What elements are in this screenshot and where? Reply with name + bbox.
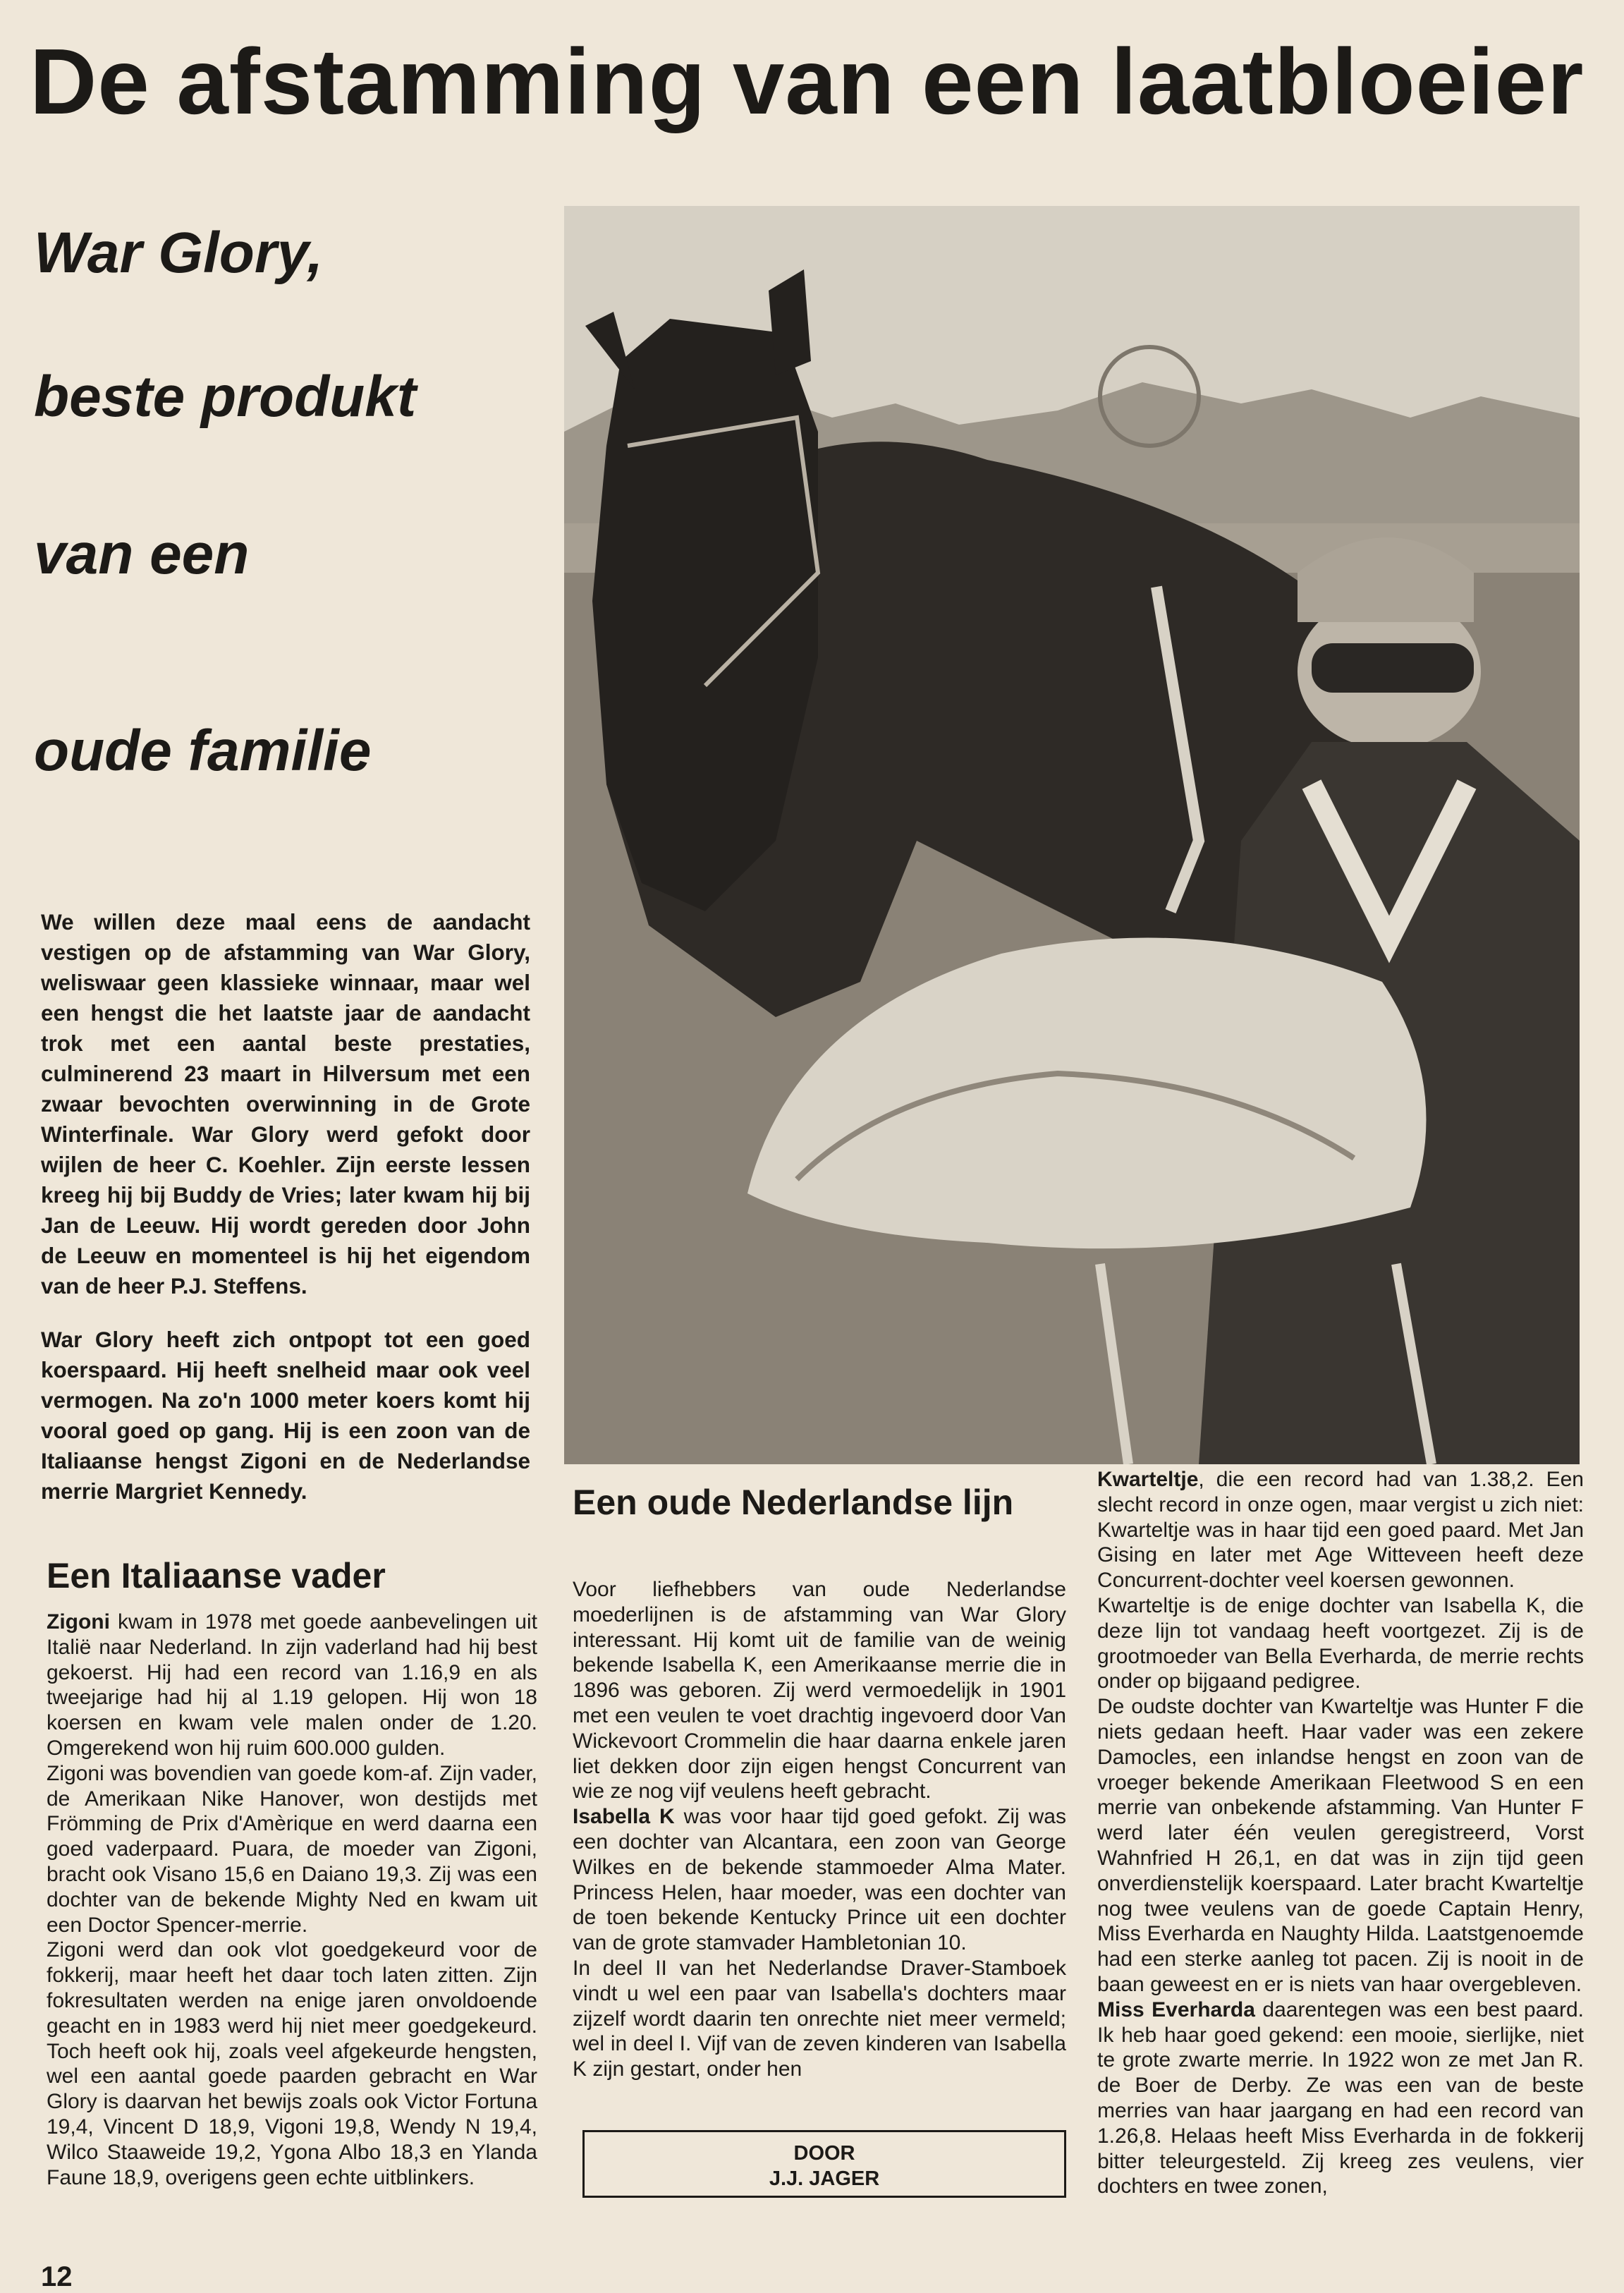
paragraph-text: Zigoni was bovendien van goede kom-af. Zijn vader, de Amerikaan Nike Hanover, won destijds met Frömming de Prix d'Amèrique en werd daarna een goed vaderpaard. Puara, de moeder van Zigoni, bracht ook Visano 15,6 en Daiano 19,3. Zij was een dochter van de bekende Mighty Ned en kwam uit een Doctor Spencer-merrie. xyxy=(47,1761,537,1937)
paragraph xyxy=(1097,1694,1584,1997)
paragraph xyxy=(47,1761,537,1938)
subheadline-line-1: War Glory, xyxy=(34,221,324,285)
intro-paragraph-2: War Glory heeft zich ontpopt tot een goed koerspaard. Hij heeft snelheid maar ook veel vermogen. Na zo'n 1000 meter koers komt hij vooral goed op gang. Hij is een zoon van de Italiaanse hengst Zigoni en de Nederlandse merrie Margriet Kennedy. xyxy=(41,1327,530,1504)
paragraph-text: De oudste dochter van Kwarteltje was Hunter F die niets gedaan heeft. Haar vader was een zekere Damocles, een inlandse hengst en zoon van de vroeger bekende Amerikaan Fleetwood S en een merrie van onbekende afstamming. Van Hunter F werd later één veulen geregistreerd, Vorst Wahnfried H 26,1, en dat was in zijn tijd geen onverdienstelijk koerspaard. Later bracht Kwarteltje nog twee veulens van de goede Captain Henry, Miss Everharda en Naughty Hilda. Laatstgenoemde had een sterke aanleg tot pacen. Zij is nooit in de baan geweest en er is niets van haar overgebleven. xyxy=(1097,1695,1584,1996)
paragraph xyxy=(1097,1997,1584,2199)
intro-paragraph-1: We willen deze maal eens de aandacht vestigen op de afstamming van War Glory, weliswaar geen klassieke winnaar, maar wel een hengst die het laatste jaar de aandacht trok met een aantal beste prestaties, culminerend 23 maart in Hilversum met een zwaar bevochten overwinning in de Grote Winterfinale. War Glory werd gefokt door wijlen de heer C. Koehler. Zijn eerste lessen kreeg hij bij Buddy de Vries; later kwam hij bij Jan de Leeuw. Hij wordt gereden door John de Leeuw en momenteel is hij het eigendom van de heer P.J. Steffens. xyxy=(41,909,530,1298)
byline-box xyxy=(582,2130,1066,2198)
section-heading-italiaanse-vader: Een Italiaanse vader xyxy=(47,1556,386,1595)
paragraph-text: In deel II van het Nederlandse Draver-Stamboek vindt u wel een paar van Isabella's dochters maar zijzelf wordt daarin ten onrechte niet meer vermeld; wel in deel I. Vijf van de zeven kinderen van Isabella K zijn gestart, onder hen xyxy=(573,1956,1066,2081)
paragraph-text: was voor haar tijd goed gefokt. Zij was een dochter van Alcantara, een zoon van George Wilkes en de bekende stammoeder Alma Mater. Princess Helen, haar moeder, was een dochter van de toen bekende Kentucky Prince uit een dochter van de grote stamvader Hambletonian 10. xyxy=(573,1805,1066,1955)
paragraph xyxy=(573,1804,1066,1956)
byline-label: DOOR xyxy=(793,2142,855,2165)
photo-illustration xyxy=(564,206,1580,1464)
page-number: 12 xyxy=(41,2261,73,2292)
subheadline-line-2: beste produkt xyxy=(34,365,417,429)
paragraph xyxy=(47,1938,537,2190)
paragraph xyxy=(573,1577,1066,1804)
paragraph-text: daarentegen was een best paard. Ik heb haar goed gekend: een mooie, sierlijke, niet te grote zwarte merrie. In 1922 won ze met Jan R. de Boer de Derby. Ze was een van de beste merries van haar jaargang en had een record van 1.26,8. Helaas heeft Miss Everharda in de fokkerij bitter teleurgesteld. Zij kreeg zes veulens, vier dochters en twee zonen, xyxy=(1097,1997,1584,2198)
paragraph-text: kwam in 1978 met goede aanbevelingen uit Italië naar Nederland. In zijn vaderland had hij best gekoerst. Hij had een record van 1.16,9 en als tweejarige had hij al 1.19 gelopen. Hij won 18 koersen en kwam vele malen onder de 1.20. Omgerekend won hij ruim 600.000 gulden. xyxy=(47,1610,537,1760)
paragraph-text: Kwarteltje is de enige dochter van Isabella K, die deze lijn tot vandaag heeft voortgezet. Zij is de grootmoeder van Bella Everharda, de merrie rechts onder op bijgaand pedigree. xyxy=(1097,1593,1584,1693)
headline: De afstamming van een laatbloeier xyxy=(30,30,1585,133)
lead-term: Isabella K xyxy=(573,1805,675,1829)
column-1 xyxy=(47,1610,537,2190)
subheadline-line-3: van een xyxy=(34,522,250,586)
photo-horse-and-driver xyxy=(564,206,1580,1464)
section-heading-oude-nederlandse-lijn: Een oude Nederlandse lijn xyxy=(573,1483,1014,1522)
lead-term: Zigoni xyxy=(47,1610,110,1634)
byline-author: J.J. JAGER xyxy=(769,2167,880,2190)
lead-term: Miss Everharda xyxy=(1097,1997,1255,2021)
paragraph xyxy=(47,1610,537,1761)
column-2 xyxy=(573,1577,1066,2082)
paragraph-text: Zigoni werd dan ook vlot goedgekeurd voor de fokkerij, maar heeft het daar toch laten zitten. Zijn fokresultaten werden na enige jaren onvoldoende geacht en in 1983 werd hij niet meer goedgekeurd. Toch heeft ook hij, zoals veel afgekeurde hengsten, wel een aantal goede paarden gebracht en War Glory is daarvan het bewijs zoals ook Victor Fortuna 19,4, Vincent D 18,9, Vigoni 19,8, Wendy N 19,4, Wilco Staaweide 19,2, Ygona Albo 18,3 en Ylanda Faune 18,9, overigens geen echte uitblinkers. xyxy=(47,1938,537,2189)
column-3 xyxy=(1097,1467,1584,2199)
paragraph-text: Voor liefhebbers van oude Nederlandse moederlijnen is de afstamming van War Glory interessant. Hij komt uit de familie van de weinig bekende Isabella K, een Amerikaanse merrie die in 1896 was geboren. Zij werd vermoedelijk in 1901 met een veulen te voet drachtig ingevoerd door Van Wickevoort Crommelin die haar daarna enkele jaren liet dekken door zijn eigen hengst Concurrent van wie ze nog vijf veulens heeft gebracht. xyxy=(573,1578,1066,1804)
paragraph xyxy=(1097,1467,1584,1593)
paragraph xyxy=(1097,1593,1584,1694)
paragraph xyxy=(573,1956,1066,2082)
subheadline-line-4: oude familie xyxy=(34,719,372,783)
paragraph-text: , die een record had van 1.38,2. Een slecht record in onze ogen, maar vergist u zich niet: Kwarteltje was in haar tijd een goed paard. Met Jan Gising en later met Age Witteveen heeft deze Concurrent-dochter veel koersen gewonnen. xyxy=(1097,1468,1584,1593)
lead-term: Kwarteltje xyxy=(1097,1468,1199,1491)
